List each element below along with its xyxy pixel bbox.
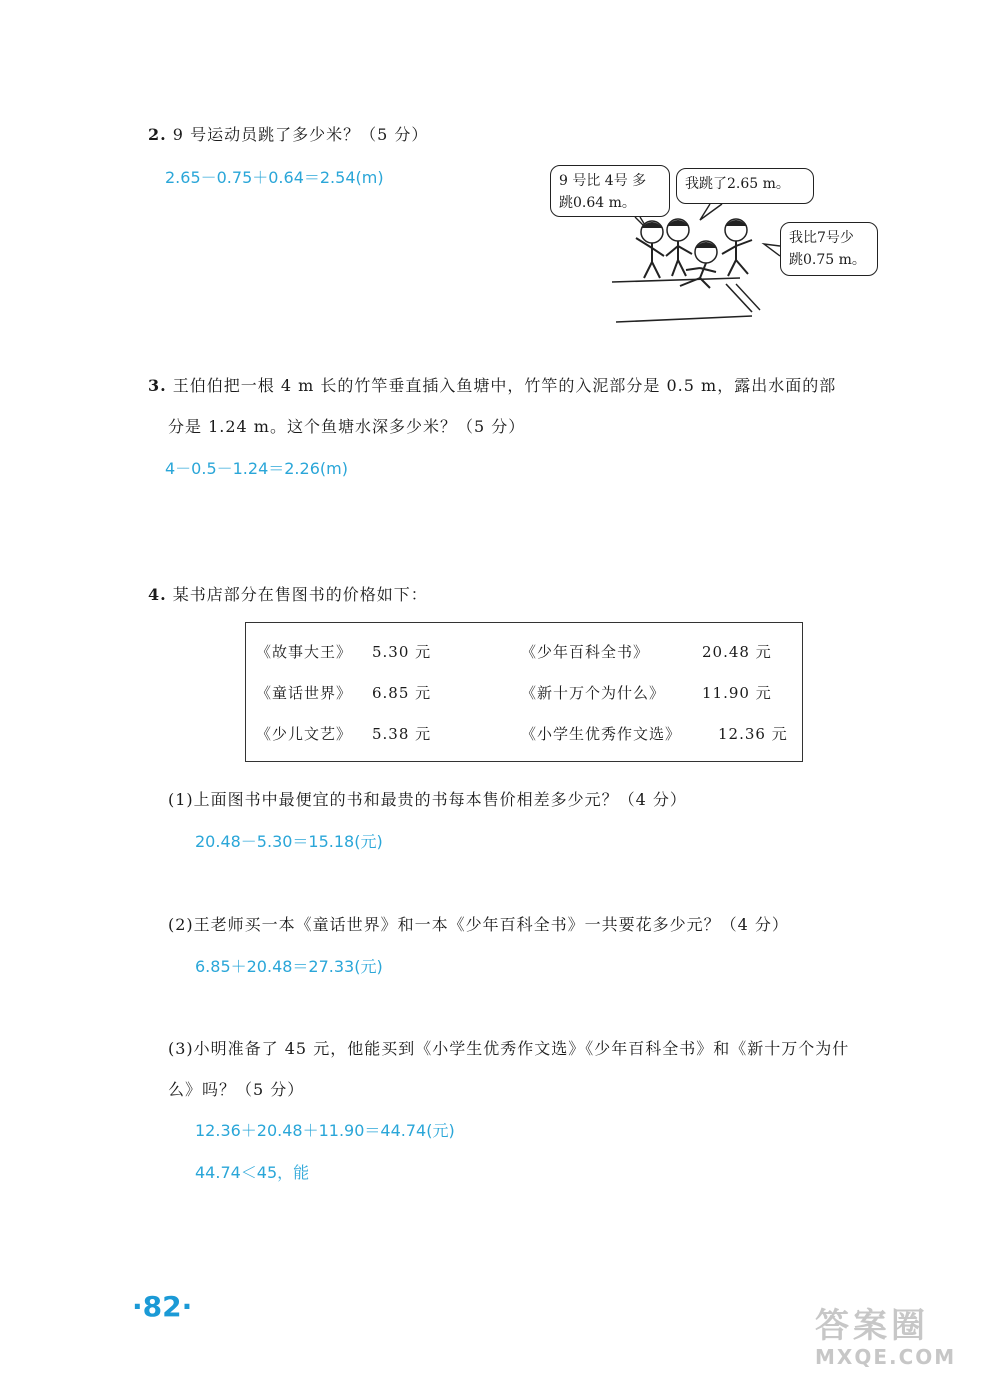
q4-number: 4. [148,585,167,604]
watermark-logo: 答案圈 [815,1306,929,1346]
bubble-top-line: 我跳了2.65 m。 [685,176,790,192]
book-title: 《少年百科全书》 [521,643,650,661]
bubble-left-line1: 9 号比 4号 多 [559,173,647,189]
q3-question-line1 [148,373,836,396]
q2-question [148,122,428,145]
q4-sub3-answer1: 12.36＋20.48＋11.90＝44.74(元) [195,1121,455,1140]
q3-text-line1: 王伯伯把一根 4 m 长的竹竿垂直插入鱼塘中，竹竿的入泥部分是 0.5 m，露出水面的部 [172,376,837,395]
watermark-url: MXQE.COM [815,1345,957,1369]
q4-sub3-answer2: 44.74＜45，能 [195,1163,310,1182]
bubble-right-line1: 我比7号少 [789,230,854,246]
q2-text: 9 号运动员跳了多少米？（5 分） [172,125,429,144]
q4-text: 某书店部分在售图书的价格如下： [172,585,428,604]
q4-sub1-answer: 20.48－5.30＝15.18(元) [195,832,383,851]
q2-number: 2. [148,125,167,144]
q4-sub3-text-line2: 么》吗？（5 分） [168,1080,305,1099]
bubble-right-line2: 跳0.75 m。 [789,252,866,268]
book-price: 20.48 元 [702,643,772,661]
book-title: 《童话世界》 [256,684,353,702]
book-price: 12.36 元 [718,725,788,743]
q3-text-line2: 分是 1.24 m。这个鱼塘水深多少米？（5 分） [168,417,526,436]
book-price-table [245,622,803,762]
q4-sub1-text: (1)上面图书中最便宜的书和最贵的书每本售价相差多少元？（4 分） [168,790,687,809]
book-price: 6.85 元 [372,684,432,702]
q2-illustration [540,160,880,330]
book-price: 5.30 元 [372,643,432,661]
book-price: 5.38 元 [372,725,432,743]
q3-number: 3. [148,376,167,395]
q4-sub2-answer: 6.85＋20.48＝27.33(元) [195,957,383,976]
book-title: 《少儿文艺》 [256,725,353,743]
bubble-left-line2: 跳0.64 m。 [559,195,636,211]
q4-sub3-text-line1: (3)小明准备了 45 元，他能买到《小学生优秀作文选》《少年百科全书》和《新十万个为什 [168,1039,850,1058]
page-number: ·82· [132,1290,193,1323]
kids-jumping-illustration [540,160,880,330]
book-title: 《小学生优秀作文选》 [521,725,682,743]
q3-answer: 4－0.5－1.24＝2.26(m) [165,459,348,478]
book-title: 《新十万个为什么》 [521,684,666,702]
q4-question [148,582,428,605]
book-title: 《故事大王》 [256,643,353,661]
q4-sub2-text: (2)王老师买一本《童话世界》和一本《少年百科全书》一共要花多少元？（4 分） [168,915,789,934]
book-price: 11.90 元 [702,684,772,702]
q2-answer: 2.65－0.75＋0.64＝2.54(m) [165,168,384,187]
